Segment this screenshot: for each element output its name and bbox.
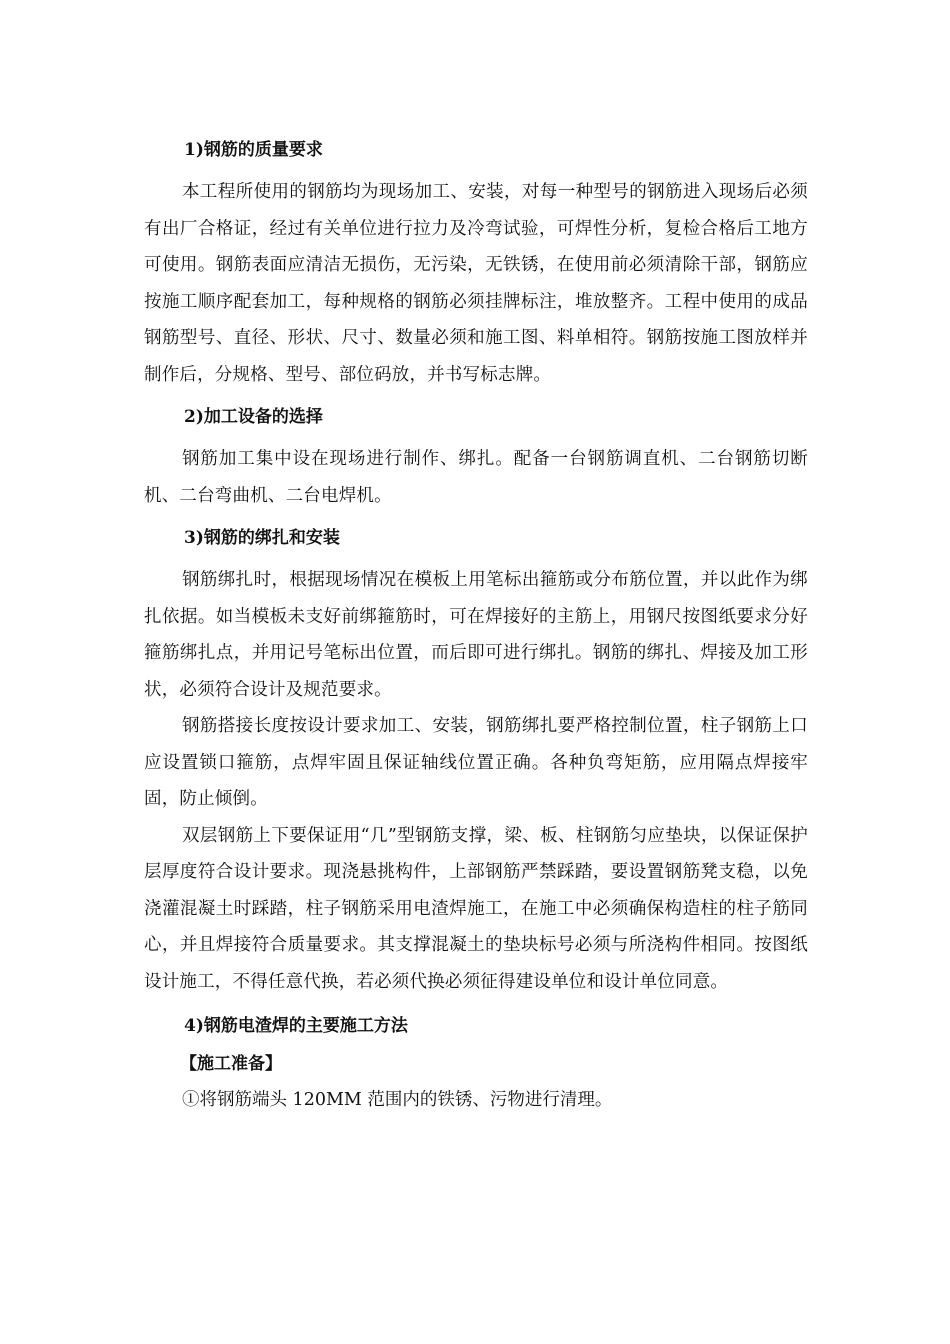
section-4-subheading: 【施工准备】 (180, 1054, 282, 1074)
section-1-heading: 1)钢筋的质量要求 (184, 140, 323, 160)
section-4-heading: 4)钢筋电渣焊的主要施工方法 (184, 1016, 408, 1036)
section-3-heading: 3)钢筋的绑扎和安装 (184, 528, 340, 548)
document-page (144, 128, 808, 1112)
section-2-heading: 2)加工设备的选择 (184, 407, 323, 427)
section-1-paragraph: 本工程所使用的钢筋均为现场加工、安装，对每一种型号的钢筋进入现场后必须有出厂合格证，经过有关单位进行拉力及冷弯试验，可焊性分析，复检合格后工地方可使用。钢筋表面应清洁无损伤，无污染，无铁锈，在使用前必须清除干部，钢筋应按施工顺序配套加工，每种规格的钢筋必须挂牌标注，堆放整齐。工程中使用的成品钢筋型号、直径、形状、尺寸、数量必须和施工图、料单相符。钢筋按施工图放样并制作后，分规格、型号、部位码放，并书写标志牌。 (144, 182, 808, 385)
section-3-paragraph-3: 双层钢筋上下要保证用“几”型钢筋支撑，梁、板、柱钢筋匀应垫块，以保证保护层厚度符合设计要求。现浇悬挑构件，上部钢筋严禁踩踏，要设置钢筋凳支稳，以免浇灌混凝土时踩踏，柱子钢筋采用电渣焊施工，在施工中必须确保构造柱的柱子筋同心，并且焊接符合质量要求。其支撑混凝土的垫块标号必须与所浇构件相同。按图纸设计施工，不得任意代换，若必须代换必须征得建设单位和设计单位同意。 (144, 825, 808, 992)
section-2-paragraph: 钢筋加工集中设在现场进行制作、绑扎。配备一台钢筋调直机、二台钢筋切断机、二台弯曲机、二台电焊机。 (144, 449, 808, 506)
section-3-paragraph-1: 钢筋绑扎时，根据现场情况在模板上用笔标出箍筋或分布筋位置，并以此作为绑扎依据。如当模板未支好前绑箍筋时，可在焊接好的主筋上，用钢尺按图纸要求分好箍筋绑扎点，并用记号笔标出位置，而后即可进行绑扎。钢筋的绑扎、焊接及加工形状，必须符合设计及规范要求。 (144, 570, 808, 700)
section-4-step-1: ①将钢筋端头 120MM 范围内的铁锈、污物进行清理。 (182, 1090, 613, 1110)
section-3-paragraph-2: 钢筋搭接长度按设计要求加工、安装，钢筋绑扎要严格控制位置，柱子钢筋上口应设置锁口箍筋，点焊牢固且保证轴线位置正确。各种负弯矩筋，应用隔点焊接牢固，防止倾倒。 (144, 716, 808, 809)
